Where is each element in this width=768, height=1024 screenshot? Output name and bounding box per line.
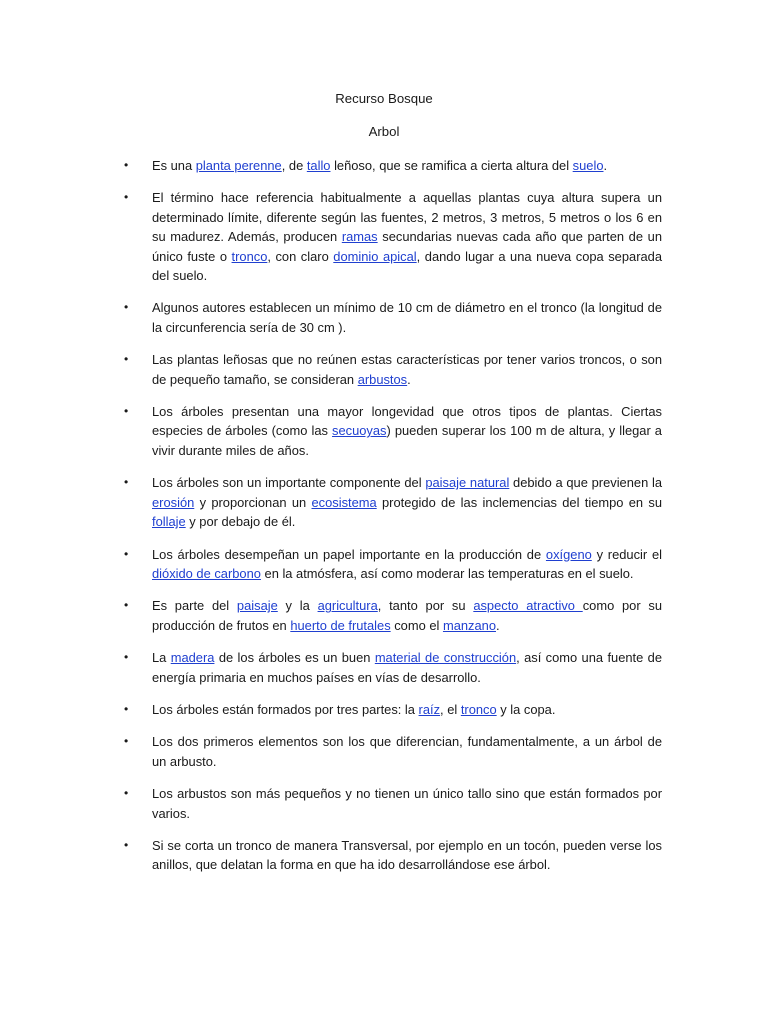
list-item <box>124 545 662 584</box>
list-item-text <box>152 190 662 283</box>
list-item <box>124 156 662 175</box>
text-run: debido a que previenen la <box>509 475 662 491</box>
list-item-text <box>152 475 662 529</box>
bullet-icon: • <box>124 190 129 205</box>
document-title: Recurso Bosque <box>335 91 433 106</box>
bullet-icon: • <box>124 598 129 613</box>
bullet-icon: • <box>124 404 129 419</box>
list-item <box>124 784 662 823</box>
bullet-icon: • <box>124 475 129 490</box>
bullet-icon: • <box>124 352 129 367</box>
list-item <box>124 298 662 337</box>
hyperlink[interactable]: follaje <box>152 514 186 530</box>
text-run: Es parte del <box>152 598 237 614</box>
text-run: Algunos autores establecen un mínimo de 10 cm de diámetro en el tronco (la longitud de la circunferencia sería de 30 cm ). <box>152 300 662 335</box>
text-run: ) pueden superar los 100 m de altura, y llegar a vivir durante miles de años. <box>152 423 662 458</box>
list-item-text <box>152 300 662 334</box>
hyperlink[interactable]: agricultura <box>317 598 378 614</box>
list-item-text <box>152 598 662 632</box>
bullet-list <box>124 156 662 888</box>
text-run: Los dos primeros elementos son los que diferencian, fundamentalmente, a un árbol de un arbusto. <box>152 734 662 769</box>
hyperlink[interactable]: oxígeno <box>545 546 592 562</box>
hyperlink[interactable]: dióxido de carbono <box>152 565 261 581</box>
list-item <box>124 350 662 389</box>
document-subtitle: Arbol <box>368 124 400 139</box>
hyperlink[interactable]: suelo <box>572 158 604 173</box>
text-run: . <box>603 158 608 173</box>
text-run: protegido de las inclemencias del tiempo en su <box>376 494 662 510</box>
text-run: Los árboles son un importante componente del <box>152 475 426 491</box>
hyperlink[interactable]: ecosistema <box>311 494 377 510</box>
list-item <box>124 596 662 635</box>
text-run: y por debajo de él. <box>185 514 296 530</box>
hyperlink[interactable]: paisaje <box>236 598 278 614</box>
bullet-icon: • <box>124 650 129 665</box>
text-run: Los árboles presentan una mayor longevidad que otros tipos de plantas. Ciertas especies de árboles (como las <box>152 404 662 439</box>
text-run: como por su producción de frutos en <box>152 598 663 633</box>
list-item-text <box>152 650 662 684</box>
hyperlink[interactable]: ramas <box>341 229 378 245</box>
hyperlink[interactable]: erosión <box>152 494 195 510</box>
text-run: Los árboles desempeñan un papel importante en la producción de <box>152 546 546 562</box>
text-run: , con claro <box>267 248 334 264</box>
list-item <box>124 473 662 531</box>
list-item <box>124 700 662 719</box>
hyperlink[interactable]: arbustos <box>357 371 408 387</box>
list-item-text <box>152 786 662 820</box>
text-run: y la copa. <box>496 701 556 717</box>
list-item <box>124 732 662 771</box>
text-run: y la <box>277 598 318 614</box>
text-run: , tanto por su <box>377 598 474 614</box>
text-run: , de <box>281 158 307 173</box>
text-run: La <box>152 650 171 666</box>
text-run: y reducir el <box>591 546 663 562</box>
hyperlink[interactable]: madera <box>170 650 215 666</box>
hyperlink[interactable]: tallo <box>306 158 331 173</box>
text-run: Los árboles están formados por tres partes: la <box>152 701 419 717</box>
bullet-icon: • <box>124 158 129 172</box>
text-run: Los arbustos son más pequeños y no tienen un único tallo sino que están formados por varios. <box>152 786 662 821</box>
text-run: Las plantas leñosas que no reúnen estas características por tener varios troncos, o son de pequeño tamaño, se consideran <box>152 352 662 387</box>
list-item-text <box>152 547 662 581</box>
text-run: , el <box>440 701 461 717</box>
hyperlink[interactable]: tronco <box>231 248 268 264</box>
text-run: y proporcionan un <box>194 494 312 510</box>
bullet-icon: • <box>124 837 129 852</box>
hyperlink[interactable]: aspecto atractivo <box>473 598 583 614</box>
text-run: de los árboles es un buen <box>214 650 375 666</box>
text-run: . <box>407 371 411 387</box>
list-item <box>124 648 662 687</box>
hyperlink[interactable]: manzano <box>442 617 496 633</box>
text-run: , dando lugar a una nueva copa separada del suelo. <box>152 248 662 284</box>
text-run: leñoso, que se ramifica a cierta altura del <box>330 158 573 173</box>
list-item <box>124 188 662 285</box>
hyperlink[interactable]: dominio apical <box>333 248 417 264</box>
text-run: Si se corta un tronco de manera Transversal, por ejemplo en un tocón, pueden verse los anillos, que delatan la forma en que ha ido desarrollándose ese árbol. <box>152 837 662 873</box>
hyperlink[interactable]: tronco <box>460 701 497 717</box>
hyperlink[interactable]: huerto de frutales <box>290 617 391 633</box>
text-run: en la atmósfera, así como moderar las temperaturas en el suelo. <box>260 565 634 581</box>
list-item-text <box>152 352 662 386</box>
hyperlink[interactable]: secuoyas <box>332 423 387 439</box>
list-item-text <box>152 158 607 173</box>
list-item <box>124 836 662 875</box>
hyperlink[interactable]: material de construcción <box>374 650 517 666</box>
text-run: , así como una fuente de energía primaria en muchos países en vías de desarrollo. <box>152 650 662 685</box>
text-run: Es una <box>152 158 196 173</box>
list-item-text <box>152 734 662 768</box>
bullet-icon: • <box>124 546 129 561</box>
hyperlink[interactable]: raíz <box>418 701 441 717</box>
bullet-icon: • <box>124 786 129 801</box>
text-run: El término hace referencia habitualmente a aquellas plantas cuya altura supera un determinado límite, diferente según las fuentes, 2 metros, 3 metros, 5 metros o los 6 en su madurez. Además, producen <box>152 190 662 245</box>
text-run: . <box>495 617 500 633</box>
hyperlink[interactable]: planta perenne <box>195 158 282 173</box>
list-item-text <box>152 702 555 717</box>
bullet-icon: • <box>124 300 129 315</box>
bullet-icon: • <box>124 701 129 716</box>
list-item <box>124 402 662 460</box>
list-item-text <box>152 838 662 872</box>
hyperlink[interactable]: paisaje natural <box>425 475 510 491</box>
list-item-text <box>152 404 662 458</box>
text-run: secundarias nuevas cada año que parten de un único fuste o <box>152 229 662 264</box>
bullet-icon: • <box>124 734 129 749</box>
text-run: como el <box>390 617 443 633</box>
